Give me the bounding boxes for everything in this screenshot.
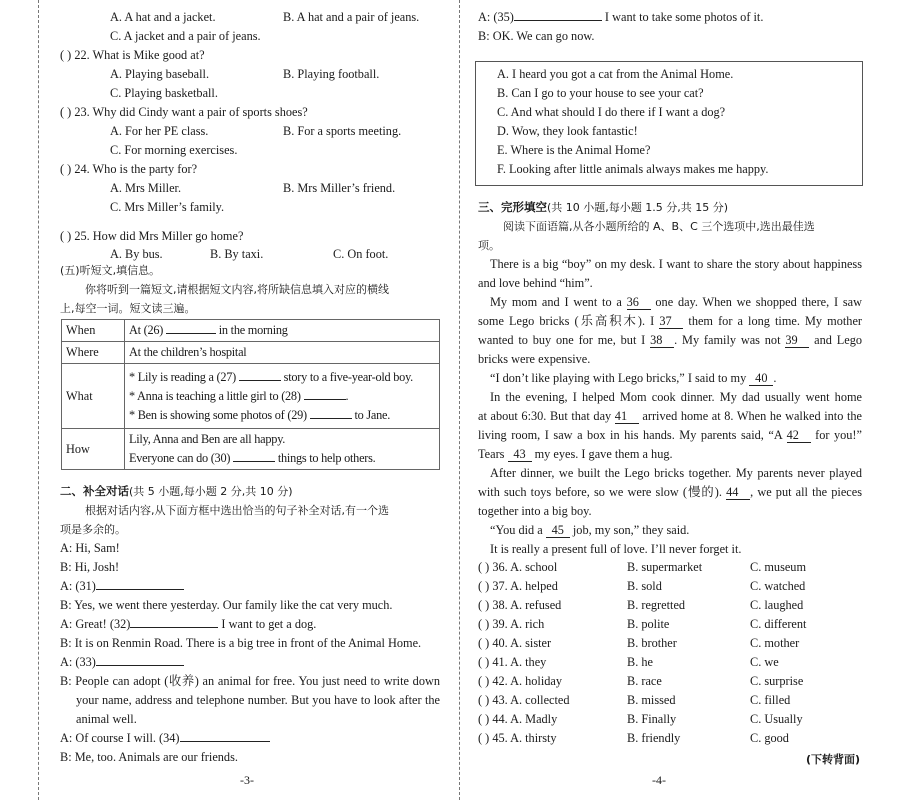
option-24c: C. Mrs Miller’s family. xyxy=(110,200,225,214)
choice-question: ( ) 43. A. collected xyxy=(478,693,570,707)
option-22c: C. Playing basketball. xyxy=(110,86,218,100)
option-22a: A. Playing baseball. xyxy=(110,67,210,81)
passage-text: . xyxy=(773,371,777,385)
section-2-instructions-2: 项是多余的。 xyxy=(60,523,126,536)
section-2-instructions-1: 根据对话内容,从下面方框中选出恰当的句子补全对话,有一个选 xyxy=(85,504,389,517)
blank-39[interactable]: 39 xyxy=(785,333,809,348)
passage-text: In the evening, I helped Mom cook dinner. My dad usually went home xyxy=(490,390,862,404)
passage-line xyxy=(490,369,862,388)
dialogue-line: B: Me, too. Animals are our friends. xyxy=(60,750,238,764)
when-cell: At (26) in the morning xyxy=(125,320,440,342)
box-option: E. Where is the Animal Home? xyxy=(497,143,651,157)
blank-33[interactable] xyxy=(96,665,184,666)
section-3-instructions-2: 项。 xyxy=(478,239,500,252)
question-23: ( ) 23. Why did Cindy want a pair of sports shoes? xyxy=(60,105,308,119)
what-label: What xyxy=(62,364,125,429)
blank-40[interactable]: 40 xyxy=(749,371,773,386)
page-number-3: -3- xyxy=(240,773,254,787)
passage-text: them for a long time. My mother xyxy=(683,314,862,328)
what-cell: * Lily is reading a (27) story to a five-year-old boy. * Anna is teaching a little girl to (28) . * Ben is showing some photos of (29) to Jane. xyxy=(125,364,440,429)
choice-question: ( ) 36. A. school xyxy=(478,560,558,574)
passage-line xyxy=(478,407,862,426)
dialogue-line: B: It is on Renmin Road. There is a big tree in front of the Animal Home. xyxy=(60,636,422,650)
dialogue-line: B: Hi, Josh! xyxy=(60,560,120,574)
section-2-heading: 二、补全对话(共 5 小题,每小题 2 分,共 10 分) xyxy=(60,484,293,498)
choice-option-c: C. museum xyxy=(750,560,807,574)
blank-30[interactable] xyxy=(233,461,275,462)
choice-option-b: B. Finally xyxy=(627,712,677,726)
choice-option-b: B. supermarket xyxy=(627,560,703,574)
passage-text: After dinner, we built the Lego bricks together. My parents never played xyxy=(490,466,862,480)
passage-line xyxy=(478,350,862,369)
how-cell: Lily, Anna and Ben are all happy. Everyone can do (30) things to help others. xyxy=(125,429,440,470)
section-3-instructions-1: 阅读下面语篇,从各小题所给的 A、B、C 三个选项中,选出最佳选 xyxy=(503,220,815,233)
choice-option-b: B. missed xyxy=(627,693,676,707)
choice-option-c: C. surprise xyxy=(750,674,804,688)
info-table xyxy=(61,319,440,470)
choice-question: ( ) 39. A. rich xyxy=(478,617,545,631)
choice-question: ( ) 45. A. thirsty xyxy=(478,731,557,745)
blank-35[interactable] xyxy=(514,20,602,21)
blank-34[interactable] xyxy=(180,741,270,742)
choice-option-b: B. brother xyxy=(627,636,677,650)
passage-text: . My family was not xyxy=(674,333,786,347)
passage-text: and Lego xyxy=(809,333,862,347)
option-23a: A. For her PE class. xyxy=(110,124,209,138)
dialogue-line-35: A: (35) I want to take some photos of it. xyxy=(478,10,764,24)
choice-option-b: B. race xyxy=(627,674,662,688)
box-option: C. And what should I do there if I want a dog? xyxy=(497,105,726,119)
passage-text: There is a big “boy” on my desk. I want to share the story about happiness xyxy=(490,257,862,271)
choice-question: ( ) 37. A. helped xyxy=(478,579,558,593)
passage-line xyxy=(478,445,862,464)
choice-question: ( ) 41. A. they xyxy=(478,655,547,669)
blank-37[interactable]: 37 xyxy=(659,314,683,329)
dialogue-line-31: A: (31) xyxy=(60,577,184,596)
passage-line xyxy=(478,331,862,350)
blank-42[interactable]: 42 xyxy=(787,428,811,443)
choice-option-c: C. watched xyxy=(750,579,806,593)
choice-question: ( ) 44. A. Madly xyxy=(478,712,558,726)
choice-option-c: C. laughed xyxy=(750,598,804,612)
passage-text: arrived home at 8. When he walked into the xyxy=(638,409,862,423)
passage-text: some Lego bricks (乐高积木). I xyxy=(478,314,660,328)
passage-text: one day. When we shopped there, I saw xyxy=(650,295,863,309)
option-24b: B. Mrs Miller’s friend. xyxy=(283,181,396,195)
blank-27[interactable] xyxy=(239,380,281,381)
box-option: B. Can I go to your house to see your cat? xyxy=(497,86,704,100)
choice-question: ( ) 38. A. refused xyxy=(478,598,562,612)
option-22b: B. Playing football. xyxy=(283,67,380,81)
passage-line xyxy=(478,274,862,293)
blank-26[interactable] xyxy=(166,333,216,334)
question-22: ( ) 22. What is Mike good at? xyxy=(60,48,205,62)
section-5-instructions-1: 你将听到一篇短文,请根据短文内容,将所缺信息填入对应的横线 xyxy=(85,283,389,296)
passage-text: “I don’t like playing with Lego bricks,” I said to my xyxy=(490,371,750,385)
dialogue-line-32: A: Great! (32) I want to get a dog. xyxy=(60,617,317,631)
option-25c: C. On foot. xyxy=(333,247,389,261)
passage-text: , we put all the pieces xyxy=(750,485,862,499)
blank-31[interactable] xyxy=(96,589,184,590)
blank-29[interactable] xyxy=(310,418,352,419)
option-24a: A. Mrs Miller. xyxy=(110,181,182,195)
passage-text: It is really a present full of love. I’ll never forget it. xyxy=(490,542,742,556)
passage-text: bricks were expensive. xyxy=(478,352,591,366)
dialogue-line: animal well. xyxy=(76,712,137,726)
choice-option-b: B. friendly xyxy=(627,731,681,745)
choice-option-c: C. Usually xyxy=(750,712,803,726)
binding-line-center xyxy=(459,0,460,800)
choice-question: ( ) 42. A. holiday xyxy=(478,674,563,688)
blank-28[interactable] xyxy=(304,399,346,400)
choice-option-c: C. filled xyxy=(750,693,791,707)
passage-line xyxy=(478,312,862,331)
blank-45[interactable]: 45 xyxy=(546,523,570,538)
passage-text: my eyes. I gave them a hug. xyxy=(531,447,673,461)
where-label: Where xyxy=(62,342,125,364)
choice-option-b: B. polite xyxy=(627,617,670,631)
dialogue-line: B: OK. We can go now. xyxy=(478,29,595,43)
option-25a: A. By bus. xyxy=(110,247,163,261)
passage-text: Tears xyxy=(478,447,508,461)
passage-text: for you!” xyxy=(810,428,862,442)
question-25: ( ) 25. How did Mrs Miller go home? xyxy=(60,229,244,243)
passage-text: My mom and I went to a xyxy=(490,295,627,309)
question-24: ( ) 24. Who is the party for? xyxy=(60,162,198,176)
passage-line xyxy=(478,483,862,502)
box-option: D. Wow, they look fantastic! xyxy=(497,124,638,138)
blank-38[interactable]: 38 xyxy=(650,333,674,348)
passage-line xyxy=(490,388,862,407)
option-21b: B. A hat and a pair of jeans. xyxy=(283,10,420,24)
section-5-title: (五)听短文,填信息。 xyxy=(60,264,161,277)
passage-text: job, my son,” they said. xyxy=(569,523,690,537)
dialogue-line: your name, address and telephone number. But you have to look after the xyxy=(76,693,440,707)
passage-line xyxy=(490,540,862,559)
passage-line xyxy=(478,426,862,445)
binding-line-left xyxy=(38,0,39,800)
section-5-instructions-2: 上,每空一词。短文读三遍。 xyxy=(60,302,196,315)
passage-text: and love behind “him”. xyxy=(478,276,593,290)
choice-option-c: C. we xyxy=(750,655,779,669)
choice-option-c: C. different xyxy=(750,617,807,631)
option-21a: A. A hat and a jacket. xyxy=(110,10,216,24)
choice-option-c: C. mother xyxy=(750,636,800,650)
dialogue-line-34: A: Of course I will. (34) xyxy=(60,729,270,748)
blank-44[interactable]: 44 xyxy=(726,485,750,500)
passage-text: with such toys before, so we were slow (慢的). xyxy=(478,485,727,499)
passage-line xyxy=(490,464,862,483)
page-number-4: -4- xyxy=(652,773,666,787)
passage-line xyxy=(490,255,862,274)
blank-41[interactable]: 41 xyxy=(615,409,639,424)
blank-32[interactable] xyxy=(130,627,218,628)
when-label: When xyxy=(62,320,125,342)
blank-36[interactable]: 36 xyxy=(627,295,651,310)
passage-text: together into a big boy. xyxy=(478,504,592,518)
option-23b: B. For a sports meeting. xyxy=(283,124,402,138)
blank-43[interactable]: 43 xyxy=(508,447,532,462)
choice-option-b: B. sold xyxy=(627,579,662,593)
choice-option-b: B. he xyxy=(627,655,653,669)
passage-text: “You did a xyxy=(490,523,546,537)
passage-line xyxy=(490,293,862,312)
turn-over-note: (下转背面) xyxy=(806,753,861,766)
how-label: How xyxy=(62,429,125,470)
dialogue-line: B: Yes, we went there yesterday. Our family like the cat very much. xyxy=(60,598,393,612)
passage-line xyxy=(478,502,862,521)
box-option: F. Looking after little animals always makes me happy. xyxy=(497,162,769,176)
section-3-heading: 三、完形填空(共 10 小题,每小题 1.5 分,共 15 分) xyxy=(478,200,729,214)
passage-text: wanted to buy one for me, but I xyxy=(478,333,651,347)
option-21c: C. A jacket and a pair of jeans. xyxy=(110,29,261,43)
choice-question: ( ) 40. A. sister xyxy=(478,636,552,650)
choice-option-c: C. good xyxy=(750,731,789,745)
passage-text: at about 6:30. But that day xyxy=(478,409,615,423)
dialogue-line: B: People can adopt (收养) an animal for free. You just need to write down xyxy=(60,674,440,688)
passage-line xyxy=(490,521,862,540)
dialogue-line-33: A: (33) xyxy=(60,653,184,672)
box-option: A. I heard you got a cat from the Animal Home. xyxy=(497,67,734,81)
option-25b: B. By taxi. xyxy=(210,247,264,261)
choice-option-b: B. regretted xyxy=(627,598,686,612)
passage-text: living room, I saw a box in his hands. My parents said, “A xyxy=(478,428,787,442)
option-23c: C. For morning exercises. xyxy=(110,143,238,157)
where-cell: At the children’s hospital xyxy=(125,342,440,364)
dialogue-line: A: Hi, Sam! xyxy=(60,541,120,555)
